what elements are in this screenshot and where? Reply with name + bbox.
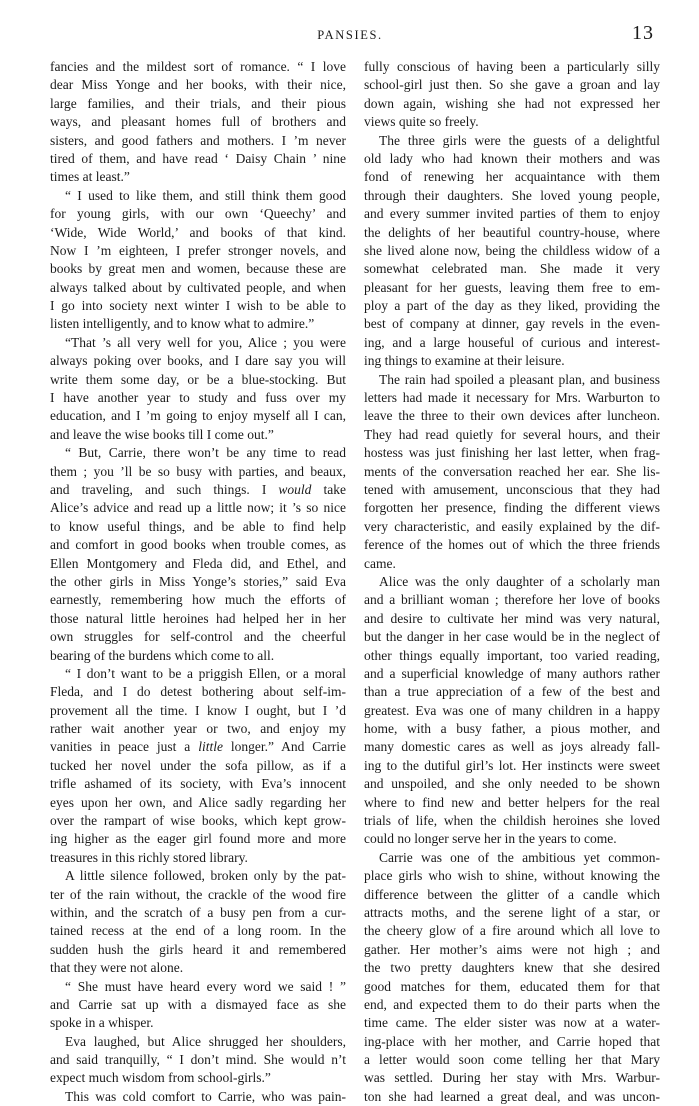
running-title: PANSIES. (317, 28, 383, 42)
text-line: a letter would soon come telling her that Mary (364, 1052, 660, 1068)
text-line: to know useful things, and be able to find help (50, 518, 346, 534)
text-line: best of company at dinner, gay revels in the even- (364, 316, 660, 332)
text-line: tucked her novel under the sofa pillow, as if a (50, 757, 346, 773)
text-line: “ She must have heard every word we said ! ” (65, 978, 346, 994)
text-line: I have another year to study and fuss over my (50, 390, 346, 406)
text-line: than a true appreciation of a few of the best and (364, 684, 660, 700)
text-line: forgotten her presence, finding the different views (364, 500, 660, 516)
text-line: and every summer invited parties of them to enjoy (364, 206, 660, 222)
left-column (50, 58, 346, 1106)
text-line: and a superficial knowledge of many authors rather (364, 665, 660, 681)
text-line: but the danger in her case would be in the neglect of (364, 629, 660, 645)
emphasis-word: would (278, 481, 312, 497)
text-line: where to find new and better helpers for the real (364, 794, 660, 810)
text-line: gather. Her mother’s aims were not high ; and (364, 941, 660, 957)
text-line: write them some day, or be a blue-stocking. But (50, 371, 346, 387)
text-line: and said tranquilly, “ I don’t mind. She would n’t (50, 1052, 346, 1068)
text-line: the two pretty daughters knew that she desired (364, 960, 660, 976)
text-line: greatest. Eva was one of many children in a happy (364, 702, 660, 718)
text-line: and comfort in good books when trouble comes, as (50, 537, 346, 553)
text-line: This was cold comfort to Carrie, who was pain- (65, 1088, 346, 1104)
text-line: ton she had learned a great deal, and was uncon- (364, 1088, 660, 1104)
text-line: letters had made it necessary for Mrs. Warburton to (364, 390, 660, 406)
text-line: and a brilliant woman ; therefore her love of books (364, 592, 660, 608)
text-line: other things equally important, too varied reading, (364, 647, 660, 663)
text-line: very characteristic, and easily explained by the dif- (364, 518, 660, 534)
text-line: many domestic cares as well as joys already fall- (364, 739, 660, 755)
text-line: ing things to examine at their leisure. (364, 353, 565, 369)
text-line: “ I used to like them, and still think them good (65, 187, 346, 203)
text-line: vanities in peace just a little longer.” And Carrie (50, 739, 346, 755)
text-line: eyes upon her own, and Alice sadly regarding her (50, 794, 346, 810)
text-line: books by great men and women, because these are (50, 261, 346, 277)
text-line: and leave the wise books till I come out.” (50, 426, 274, 442)
text-line: spoke in a whisper. (50, 1015, 154, 1031)
text-line: the cheery glow of a fire around which all love to (364, 923, 660, 939)
text-line: ference of the homes out of which the three friends (364, 537, 660, 553)
text-line: always talked about by cultivated people, and when (50, 279, 346, 295)
text-line: them ; you ’ll be so busy with parties, and beaux, (50, 463, 346, 479)
text-line: Ellen Montgomery and Fleda did, and Ethel, and (50, 555, 346, 571)
text-line: Fleda, and I do detest bothering about self-im- (50, 684, 346, 700)
text-line: ploy a part of the day as they liked, providing the (364, 298, 660, 314)
text-line: Alice was the only daughter of a scholarly man (379, 573, 660, 589)
text-line: over the rampart of wise books, which kept grow- (50, 813, 346, 829)
right-column (364, 58, 660, 1106)
text-line: home, with a busy father, a pious mother, and (364, 721, 660, 737)
text-line: ing higher as the eager girl found more and more (50, 831, 346, 847)
text-line: times at least.” (50, 169, 130, 185)
text-line: tained recess at the end of a long room. In the (50, 923, 346, 939)
text-line: down again, wishing she had not expressed her (364, 95, 660, 111)
text-line: old lady who had known their mothers and was (364, 150, 660, 166)
page-number: 13 (632, 22, 654, 44)
text-line: always poking over books, and I dare say you will (50, 353, 346, 369)
text-line: rather wait another year or two, and enjoy my (50, 721, 346, 737)
text-line: attracts moths, and the serene light of a star, or (364, 904, 660, 920)
text-line: ing, and a large houseful of curious and interest- (364, 334, 660, 350)
text-line: was settled. During her stay with Mrs. Warbur- (364, 1070, 660, 1086)
text-line: those natural little heroines had helped her in her (50, 610, 346, 626)
text-line: came. (364, 555, 396, 571)
text-line: Eva laughed, but Alice shrugged her shoulders, (65, 1033, 346, 1049)
text-line: trials of life, when the childish heroines she loved (364, 813, 660, 829)
text-line: sisters, and good fathers and mothers. I ’m never (50, 132, 346, 148)
text-line: and Carrie sat up with a dismayed face as she (50, 996, 346, 1012)
text-line: listen intelligently, and to know what to admire.” (50, 316, 315, 332)
text-line: earnestly, remembering how much the efforts of (50, 592, 346, 608)
text-line: leave the three to their own devices after luncheon. (364, 408, 660, 424)
text-line: education, and I ’m going to enjoy myself all I can, (50, 408, 346, 424)
text-line: ing-place with her mother, and Carrie hoped that (364, 1033, 660, 1049)
text-line: and desire to cultivate her mind was very natural, (364, 610, 660, 626)
text-line: The rain had spoiled a pleasant plan, and business (379, 371, 660, 387)
text-line: tired of them, and have read ‘ Daisy Chain ’ nine (50, 150, 346, 166)
text-line: time came. The elder sister was now at a water- (364, 1015, 660, 1031)
text-line: tened with amusement, unconscious that they had (364, 481, 660, 497)
text-line: expect much wisdom from school-girls.” (50, 1070, 271, 1086)
text-line: for young girls, with our own ‘Queechy’ and (50, 206, 346, 222)
text-line: I go into society next winter I wish to be able to (50, 298, 346, 314)
text-line: treasures in this richly stored library. (50, 849, 248, 865)
text-line: dear Miss Yonge and her books, with their nice, (50, 77, 346, 93)
text-line: and traveling, and such things. I would take (50, 481, 346, 497)
text-line: “ But, Carrie, there won’t be any time to read (65, 445, 346, 461)
text-line: and unspoiled, and she only needed to be shown (364, 776, 660, 792)
text-line: trifle ashamed of its society, with Eva’s innocent (50, 776, 346, 792)
text-line: views quite so freely. (364, 114, 479, 130)
running-header (40, 22, 660, 48)
text-line: fully conscious of having been a particularly silly (364, 59, 660, 74)
text-line: she lived alone now, being the childless widow of a (364, 242, 660, 258)
text-line: Carrie was one of the ambitious yet common- (379, 849, 660, 865)
text-columns (50, 58, 660, 1104)
text-line: school-girl just then. So she gave a groan and lay (364, 77, 660, 93)
text-line: ing to the dutiful girl’s lot. Her instincts were sweet (364, 757, 660, 773)
text-line: provement all the time. I know I ought, but I ’d (50, 702, 346, 718)
emphasis-word: little (198, 739, 223, 755)
text-line: end, and expected them to do their parts when the (364, 996, 660, 1012)
text-line: the delights of her beautiful country-house, where (364, 224, 660, 240)
text-line: “That ’s all very well for you, Alice ; you were (65, 334, 346, 350)
text-line: pleasant for her guests, leaving them free to em- (364, 279, 660, 295)
text-line: that they were not alone. (50, 960, 184, 976)
text-line: ‘Wide, Wide World,’ and books of that kind. (50, 224, 346, 240)
text-line: large families, and their trials, and their pious (50, 95, 346, 111)
text-line: A little silence followed, broken only by the pat- (65, 868, 346, 884)
text-line: Alice’s advice and read up a little now; it ’s so nice (50, 500, 346, 516)
text-line: difference between the glitter of a candle which (364, 886, 660, 902)
text-line: through their daughters. She loved young people, (364, 187, 660, 203)
text-line: They had read quietly for several hours, and their (364, 426, 660, 442)
text-line: ments of the conversation reached her ear. She lis- (364, 463, 660, 479)
text-line: somewhat celebrated man. She made it very (364, 261, 660, 277)
text-line: ways, and pleasant homes full of brothers and (50, 114, 346, 130)
text-line: the other girls in Miss Yonge’s stories,” said Eva (50, 573, 346, 589)
text-line: The three girls were the guests of a delightful (379, 132, 660, 148)
text-line: hostess was just finishing her last letter, when frag- (364, 445, 660, 461)
text-line: sudden hush the girls heard it and remembered (50, 941, 346, 957)
text-line: within, and the scratch of a busy pen from a cur- (50, 904, 346, 920)
text-line: place girls who wish to shine, without knowing the (364, 868, 660, 884)
text-line: fancies and the mildest sort of romance. “ I love (50, 59, 346, 74)
text-line: bearing of the burdens which come to all. (50, 647, 275, 663)
text-line: good matches for them, educated them for that (364, 978, 660, 994)
text-line: “ I don’t want to be a priggish Ellen, or a moral (65, 665, 346, 681)
text-line: ter of the rain without, the crackle of the wood fire (50, 886, 346, 902)
text-line: Now I ’m eighteen, I prefer stronger novels, and (50, 242, 346, 258)
text-line: own struggles for self-control and the cheerful (50, 629, 346, 645)
text-line: could no longer serve her in the years to come. (364, 831, 617, 847)
text-line: fond of renewing her acquaintance with them (364, 169, 660, 185)
